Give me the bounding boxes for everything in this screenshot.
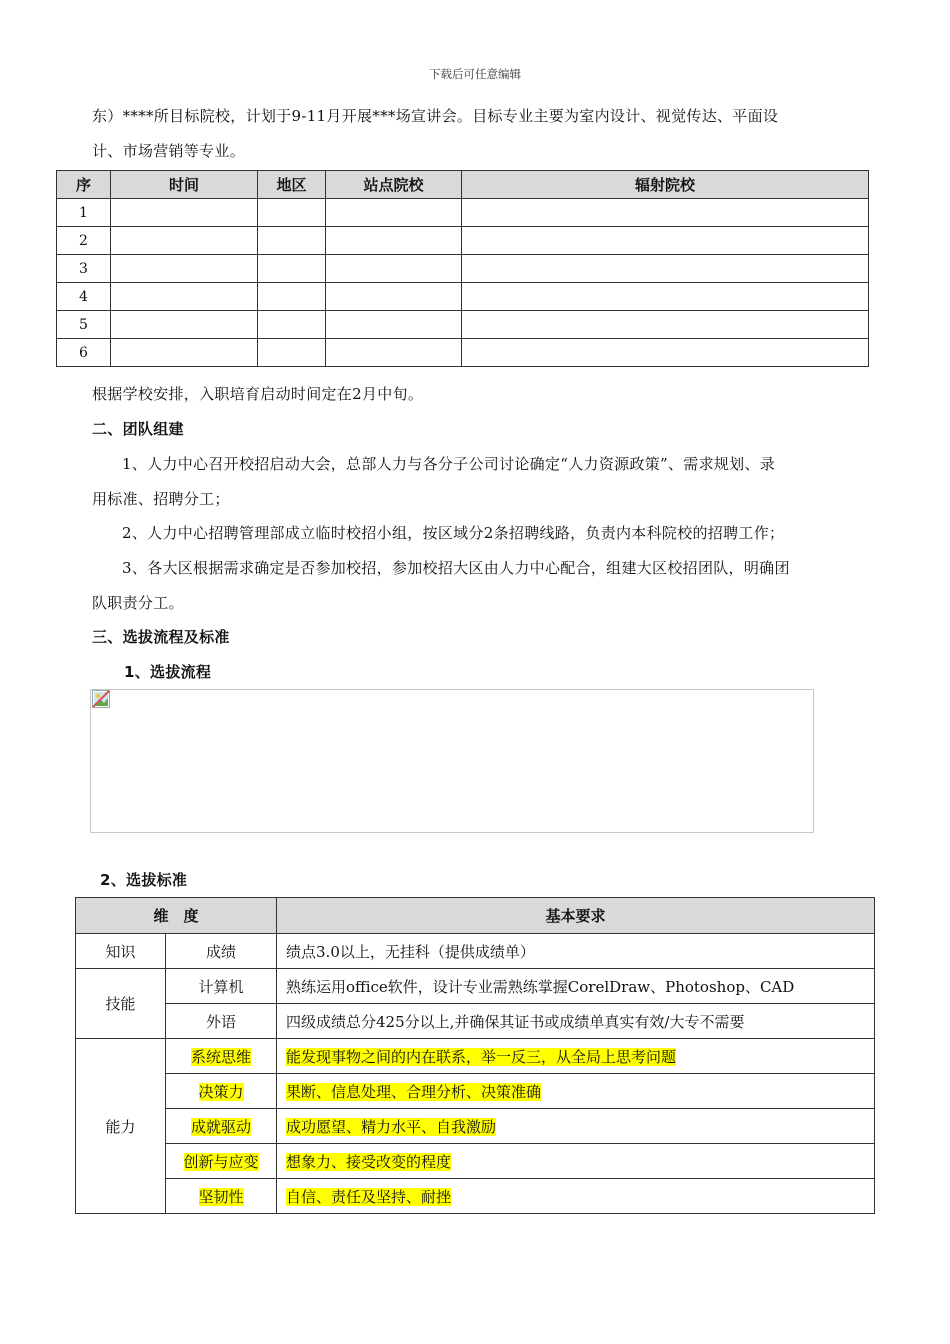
broken-image-icon xyxy=(92,690,110,708)
category-ability: 能力 xyxy=(76,1039,166,1214)
cell-radiating-schools xyxy=(462,255,869,283)
sub-dimension: 外语 xyxy=(166,1004,277,1039)
page-header: 下载后可任意编辑 xyxy=(429,67,521,81)
row-index: 1 xyxy=(57,199,111,227)
intro-line-2: 计、市场营销等专业。 xyxy=(92,142,246,160)
cell-region xyxy=(258,255,326,283)
table-row xyxy=(57,199,869,227)
section-title-team: 二、团队组建 xyxy=(92,420,184,438)
requirement: 成功愿望、精力水平、自我激励 xyxy=(286,1117,497,1136)
table-row xyxy=(57,227,869,255)
process-flowchart-image xyxy=(90,689,814,833)
col-header-dimension: 维 度 xyxy=(76,898,277,934)
subsection-title-standards: 2、选拔标准 xyxy=(100,871,188,889)
standards-table xyxy=(75,897,875,1214)
cell-radiating-schools xyxy=(462,199,869,227)
requirement: 果断、信息处理、合理分析、决策准确 xyxy=(286,1082,542,1101)
schedule-table xyxy=(56,170,869,367)
requirement: 想象力、接受改变的程度 xyxy=(286,1152,452,1171)
table-row xyxy=(76,934,875,969)
table-row xyxy=(57,311,869,339)
sub-dimension: 坚韧性 xyxy=(198,1187,244,1206)
table-row xyxy=(76,969,875,1004)
table-row xyxy=(76,1144,875,1179)
section-title-selection: 三、选拔流程及标准 xyxy=(92,628,230,646)
table-row xyxy=(76,1039,875,1074)
team-item-3-cont: 队职责分工。 xyxy=(92,594,184,612)
cell-time xyxy=(111,199,258,227)
cell-time xyxy=(111,283,258,311)
col-header-radiating-schools: 辐射院校 xyxy=(462,171,869,199)
intro-paragraph xyxy=(92,99,858,169)
standards-table-header xyxy=(76,898,875,934)
table-row xyxy=(57,255,869,283)
cell-radiating-schools xyxy=(462,339,869,367)
requirement: 能发现事物之间的内在联系，举一反三，从全局上思考问题 xyxy=(286,1047,677,1066)
cell-region xyxy=(258,199,326,227)
cell-radiating-schools xyxy=(462,311,869,339)
row-index: 4 xyxy=(57,283,111,311)
subsection-title-process: 1、选拔流程 xyxy=(124,663,212,681)
row-index: 2 xyxy=(57,227,111,255)
col-header-site-school: 站点院校 xyxy=(326,171,462,199)
table-row xyxy=(76,1109,875,1144)
cell-region xyxy=(258,227,326,255)
team-item-1-line-1: 1、人力中心召开校招启动大会，总部人力与各分子公司讨论确定“人力资源政策”、需求规划、录 xyxy=(122,455,776,473)
intro-line-1: 东）****所目标院校，计划于9-11月开展***场宣讲会。目标专业主要为室内设计、视觉传达、平面设 xyxy=(92,107,779,125)
sub-dimension: 决策力 xyxy=(198,1082,244,1101)
cell-radiating-schools xyxy=(462,283,869,311)
col-header-time: 时间 xyxy=(111,171,258,199)
cell-time xyxy=(111,339,258,367)
cell-region xyxy=(258,311,326,339)
col-header-index: 序 xyxy=(57,171,111,199)
category-knowledge: 知识 xyxy=(76,934,166,969)
cell-site-school xyxy=(326,339,462,367)
table-row xyxy=(76,1074,875,1109)
requirement: 熟练运用office软件，设计专业需熟练掌握CorelDraw、Photoshop、CAD xyxy=(277,969,875,1004)
cell-site-school xyxy=(326,255,462,283)
cell-region xyxy=(258,283,326,311)
row-index: 6 xyxy=(57,339,111,367)
table-row xyxy=(76,1179,875,1214)
cell-region xyxy=(258,339,326,367)
cell-site-school xyxy=(326,283,462,311)
team-item-1-cont: 用标准、招聘分工； xyxy=(92,490,230,508)
row-index: 3 xyxy=(57,255,111,283)
sub-dimension: 创新与应变 xyxy=(183,1152,259,1171)
team-item-3: 3、各大区根据需求确定是否参加校招，参加校招大区由人力中心配合，组建大区校招团队，明确团 xyxy=(122,559,790,577)
sub-dimension: 成就驱动 xyxy=(191,1117,252,1136)
requirement: 四级成绩总分425分以上,并确保其证书或成绩单真实有效/大专不需要 xyxy=(277,1004,875,1039)
team-item-1 xyxy=(92,447,858,482)
cell-site-school xyxy=(326,227,462,255)
table-row xyxy=(57,339,869,367)
cell-time xyxy=(111,311,258,339)
table-row xyxy=(76,1004,875,1039)
row-index: 5 xyxy=(57,311,111,339)
category-skills: 技能 xyxy=(76,969,166,1039)
cell-radiating-schools xyxy=(462,227,869,255)
requirement: 绩点3.0以上，无挂科（提供成绩单） xyxy=(277,934,875,969)
col-header-requirement: 基本要求 xyxy=(277,898,875,934)
sub-dimension: 成绩 xyxy=(166,934,277,969)
sub-dimension: 系统思维 xyxy=(191,1047,252,1066)
cell-time xyxy=(111,227,258,255)
cell-time xyxy=(111,255,258,283)
requirement: 自信、责任及坚持、耐挫 xyxy=(286,1187,452,1206)
schedule-note: 根据学校安排，入职培育启动时间定在2月中旬。 xyxy=(92,385,424,403)
team-item-2: 2、人力中心招聘管理部成立临时校招小组，按区域分2条招聘线路，负责内本科院校的招聘工作； xyxy=(122,524,785,542)
cell-site-school xyxy=(326,311,462,339)
sub-dimension: 计算机 xyxy=(166,969,277,1004)
cell-site-school xyxy=(326,199,462,227)
col-header-region: 地区 xyxy=(258,171,326,199)
table-row xyxy=(57,283,869,311)
schedule-table-header xyxy=(57,171,869,199)
